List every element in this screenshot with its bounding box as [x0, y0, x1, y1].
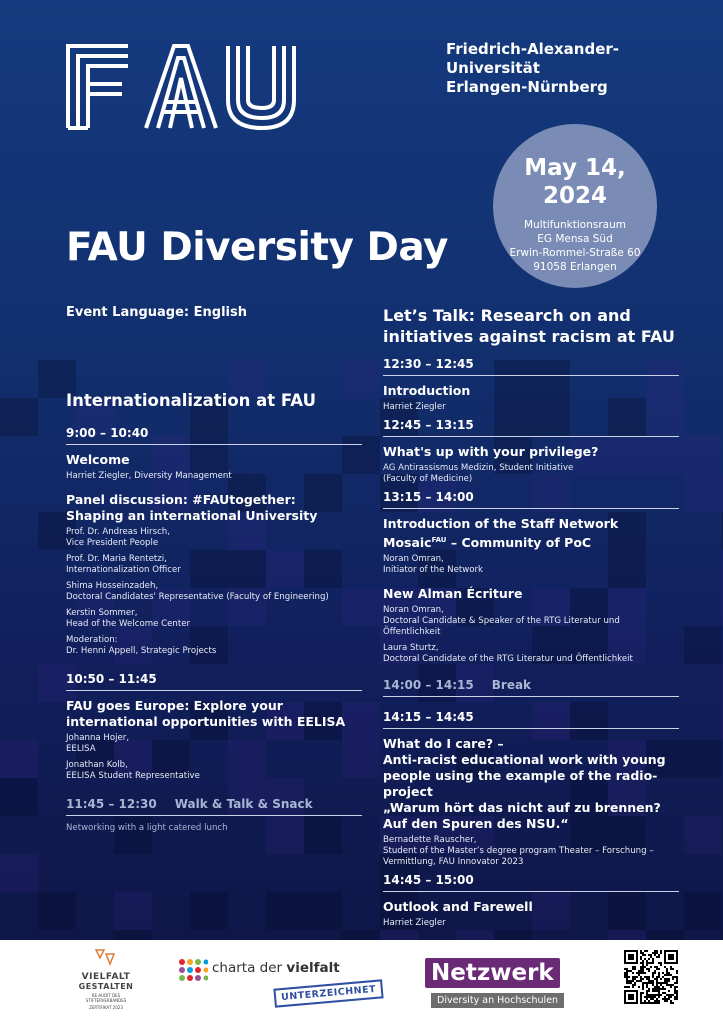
- mosaic-tile: [684, 626, 722, 664]
- mosaic-tile: [114, 930, 152, 940]
- time-slot: 14:15 – 14:45: [383, 710, 679, 729]
- time-slot: 10:50 – 11:45: [66, 672, 362, 691]
- speaker: Harriet Ziegler: [383, 918, 446, 929]
- mosaic-tile: [684, 816, 722, 854]
- item-title-line: international opportunities with EELISA: [66, 714, 346, 729]
- item-title-line: Introduction of the Staff Network: [383, 516, 619, 531]
- mosaic-tile: [684, 436, 722, 474]
- speaker-name: Johanna Hojer,: [66, 733, 130, 743]
- fau-logo: [66, 44, 296, 130]
- speaker-name: Jonathan Kolb,: [66, 760, 128, 770]
- break-time: 14:00 – 14:15: [383, 678, 474, 693]
- speaker-role: Doctoral Candidate & Speaker of the RTG Literatur und Öffentlichkeit: [383, 616, 620, 638]
- speaker: [383, 643, 679, 665]
- time-slot-break: [383, 678, 679, 697]
- venue-line2: EG Mensa Süd: [537, 233, 613, 245]
- item-title-line: Auf den Spuren des NSU.“: [383, 816, 569, 832]
- item-title: [66, 492, 362, 524]
- time-slot: 9:00 – 10:40: [66, 426, 362, 445]
- venue-line3: Erwin-Rommel-Straße 60: [509, 247, 641, 259]
- time-slot: 12:30 – 12:45: [383, 357, 679, 376]
- speaker-name: Bernadette Rauscher,: [383, 835, 477, 846]
- left-column: [66, 390, 362, 834]
- venue-line4: 91058 Erlangen: [533, 261, 617, 273]
- item-title: [66, 698, 362, 730]
- item-title: Welcome: [66, 452, 130, 467]
- item-title: [383, 736, 679, 832]
- item-title-line: FAU goes Europe: Explore your: [66, 698, 283, 713]
- event-language: Event Language: English: [66, 305, 248, 320]
- mosaic-tile: [0, 740, 38, 778]
- mosaic-tile: [304, 892, 342, 930]
- speaker: [66, 554, 362, 576]
- item-title: [383, 516, 679, 551]
- item-title-line: What do I care? –: [383, 736, 504, 752]
- mosaic-tile: [0, 398, 38, 436]
- mosaic-tile: [190, 892, 228, 930]
- speaker-role: Initiator of the Network: [383, 565, 484, 576]
- speaker-role: Dr. Henni Appell, Strategic Projects: [66, 646, 217, 656]
- time-slot-break: [66, 797, 362, 816]
- speaker: [383, 554, 679, 576]
- item-title: What's up with your privilege?: [383, 444, 599, 459]
- charta-text: [212, 960, 340, 976]
- speaker-role: EELISA: [66, 744, 96, 754]
- netzwerk-text: Netzwerk: [425, 958, 560, 988]
- time-slot: 13:15 – 14:00: [383, 490, 679, 509]
- speaker: Harriet Ziegler: [383, 402, 446, 412]
- speaker-name: Noran Omran,: [383, 605, 444, 616]
- speaker: [383, 835, 679, 868]
- speaker: [66, 733, 362, 755]
- gestalten-text: GESTALTEN: [78, 982, 134, 991]
- speaker: [66, 635, 362, 657]
- speaker-role: Vice President People: [66, 538, 159, 548]
- speaker-name: Shima Hosseinzadeh,: [66, 581, 159, 591]
- speaker-name: Moderation:: [66, 635, 118, 645]
- item-title-line: Anti-racist educational work with young: [383, 752, 666, 768]
- speaker-role: Doctoral Candidates' Representative (Faculty of Engineering): [66, 592, 329, 602]
- sponsor-footer: [0, 940, 723, 1024]
- speaker: [66, 527, 362, 549]
- mosaic-name: Mosaic: [383, 535, 432, 551]
- time-slot: 14:45 – 15:00: [383, 873, 679, 892]
- mosaic-tile: [684, 740, 722, 778]
- speaker-name: Prof. Dr. Andreas Hirsch,: [66, 527, 170, 537]
- section-title-line: Let’s Talk: Research on and: [383, 306, 631, 325]
- speaker-name: Kerstin Sommer,: [66, 608, 138, 618]
- date-line2: 2024: [542, 183, 607, 209]
- speaker-name: Prof. Dr. Maria Rentetzi,: [66, 554, 167, 564]
- section-title-line: initiatives against racism at FAU: [383, 327, 675, 346]
- netzwerk-diversity-logo: [425, 958, 571, 1008]
- date-badge: [493, 124, 657, 288]
- mosaic-tile: [0, 854, 38, 892]
- speaker-role: (Faculty of Medicine): [383, 474, 473, 484]
- mosaic-tile: [684, 474, 722, 512]
- speaker-role: Head of the Welcome Center: [66, 619, 191, 629]
- speaker-role: Student of the Master’s degree program Theater – Forschung –: [383, 846, 654, 857]
- mosaic-tile: [38, 892, 76, 930]
- speaker-role: EELISA Student Representative: [66, 771, 200, 781]
- right-column: [383, 305, 679, 934]
- speaker: [66, 581, 362, 603]
- speaker: Harriet Ziegler, Diversity Management: [66, 471, 232, 481]
- speaker-role: Internationalization Officer: [66, 565, 181, 575]
- mosaic-tile: [266, 892, 304, 930]
- event-title: FAU Diversity Day: [66, 225, 448, 270]
- date-line1: May 14,: [524, 155, 626, 181]
- time-slot: 12:45 – 13:15: [383, 418, 679, 437]
- speaker-name: Laura Sturtz,: [383, 643, 439, 654]
- speaker: [383, 605, 679, 638]
- certificate-text: ZERTIFIKAT 2023: [89, 1005, 123, 1010]
- re-audit-text: RE-AUDIT DES STIFTERVERBANDES: [85, 993, 127, 1003]
- item-title: Introduction: [383, 383, 471, 398]
- speaker-name: AG Antirassismus Medizin, Student Initiative: [383, 463, 574, 473]
- mosaic-tile: [0, 778, 38, 816]
- section-title-racism: [383, 305, 679, 347]
- mosaic-tile: [342, 930, 380, 940]
- mosaic-tile: [684, 892, 722, 930]
- speaker-name: Noran Omran,: [383, 554, 444, 565]
- break-label: Break: [491, 678, 532, 693]
- item-title: Outlook and Farewell: [383, 899, 533, 915]
- break-time: 11:45 – 12:30: [66, 797, 157, 811]
- unterzeichnet-stamp: UNTERZEICHNET: [273, 979, 383, 1007]
- item-title-line: people using the example of the radio-project: [383, 768, 658, 800]
- item-title-line: „Warum hört das nicht auf zu brennen?: [383, 800, 661, 816]
- item-title: New Alman Écriture: [383, 586, 523, 602]
- charta-text-a: charta der: [212, 960, 287, 976]
- venue-line1: Multifunktionsraum: [524, 219, 626, 231]
- mosaic-tile: [114, 892, 152, 930]
- charta-text-b: vielfalt: [286, 960, 340, 976]
- speaker: [66, 760, 362, 782]
- netzwerk-subtitle: Diversity an Hochschulen: [431, 993, 564, 1008]
- item-title-line: [383, 532, 679, 551]
- event-date: [493, 154, 657, 210]
- vielfalt-gestalten-logo: [76, 948, 136, 1010]
- university-name: [446, 40, 706, 97]
- vielfalt-icon: [94, 948, 118, 968]
- event-venue: [493, 218, 657, 274]
- mosaic-superscript: FAU: [431, 536, 447, 544]
- speaker-role: Doctoral Candidate of the RTG Literatur und Öffentlichkeit: [383, 654, 633, 665]
- break-label: Walk & Talk & Snack: [174, 797, 313, 811]
- charta-dots-icon: [178, 958, 208, 988]
- item-title-line: Shaping an international University: [66, 508, 318, 523]
- break-note: Networking with a light catered lunch: [66, 823, 228, 833]
- university-name-line1: Friedrich-Alexander-Universität: [446, 40, 620, 77]
- vielfalt-text: VIELFALT: [81, 972, 131, 982]
- university-name-line2: Erlangen-Nürnberg: [446, 78, 608, 96]
- speaker: [66, 608, 362, 630]
- item-title-line: Panel discussion: #FAUtogether:: [66, 492, 296, 507]
- charta-der-vielfalt-logo: [178, 958, 377, 1014]
- mosaic-subtitle: – Community of PoC: [446, 535, 592, 551]
- speaker: [383, 463, 679, 485]
- speaker-role: Vermittlung, FAU Innovator 2023: [383, 857, 524, 868]
- section-title-internationalization: Internationalization at FAU: [66, 391, 316, 410]
- qr-code[interactable]: [624, 950, 678, 1004]
